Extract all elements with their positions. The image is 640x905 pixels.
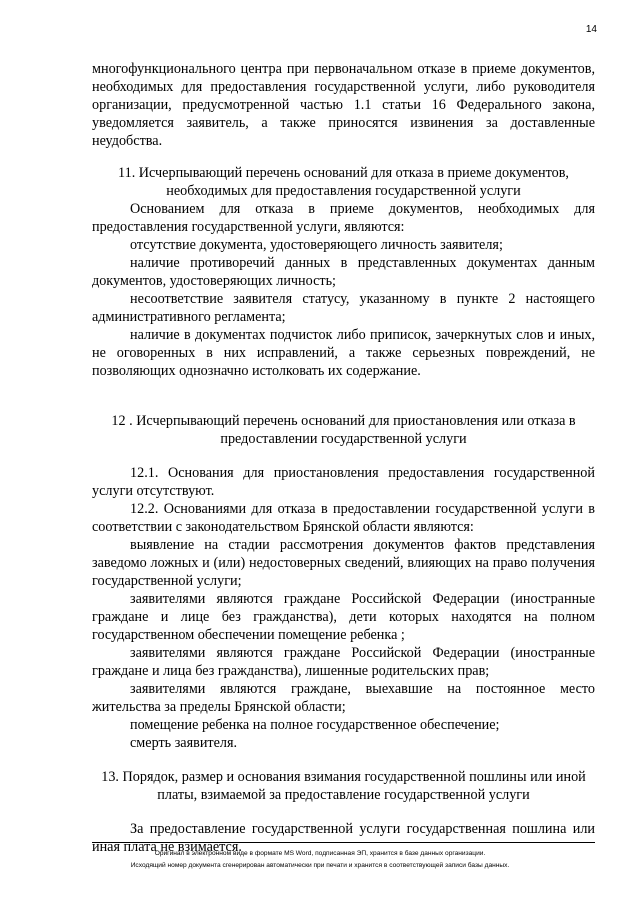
footer-line-1: Оригинал в электронном виде в формате MS Word, подписанная ЭП, хранится в базе данных организации. xyxy=(154,850,486,857)
section-11-paragraph: Основанием для отказа в приеме документов, необходимых для предоставления государственной услуги, являются: xyxy=(92,201,595,235)
document-body xyxy=(92,60,595,856)
page-number: 14 xyxy=(585,24,597,35)
footer-line-2: Исходящий номер документа сгенерирован автоматически при печати и хранится в соответствующей записи базы данных. xyxy=(130,862,510,869)
section-12-paragraph: заявителями являются граждане Российской Федерации (иностранные граждане и лице без гражданства), дети которых находятся на полном государственном обеспечении помещение ребенка ; xyxy=(92,591,595,643)
section-13-paragraph: За предоставление государственной услуги государственная пошлина или иная плата не взимается. xyxy=(92,821,595,855)
section-11-paragraph: наличие противоречий данных в представленных документах данным документов, удостоверяющих личность; xyxy=(92,255,595,289)
section-11-paragraph: отсутствие документа, удостоверяющего личность заявителя; xyxy=(130,237,503,253)
section-12-paragraph: смерть заявителя. xyxy=(130,735,238,751)
section-12-paragraph: заявителями являются граждане, выехавшие на постоянное место жительства за пределы Брянской области; xyxy=(92,681,595,715)
footer-divider xyxy=(92,842,595,843)
section-13-heading: 13. Порядок, размер и основания взимания государственной пошлины или иной платы, взимаемой за предоставление государственной услуги xyxy=(101,769,586,803)
intro-paragraph: многофункционального центра при первоначальном отказе в приеме документов, необходимых для предоставления государственной услуги, либо руководителя организации, предусмотренной частью 1.1 статьи 16 Федерального закона, уведомляется заявитель, а также приносятся извинения за доставленные неудобства. xyxy=(92,61,595,149)
footer xyxy=(40,848,600,872)
section-11-heading: 11. Исчерпывающий перечень оснований для отказа в приеме документов, необходимых для предоставления государственной услуги xyxy=(118,165,569,199)
section-12-paragraph: выявление на стадии рассмотрения документов фактов представления заведомо ложных и (или) недостоверных сведений, влияющих на право получения государственной услуги; xyxy=(92,537,595,589)
section-12-paragraph: помещение ребенка на полное государственное обеспечение; xyxy=(130,717,500,733)
section-11-paragraph: наличие в документах подчисток либо приписок, зачеркнутых слов и иных, не оговоренных в них исправлений, а также серьезных повреждений, не позволяющих однозначно истолковать их содержание. xyxy=(92,327,595,379)
section-12-paragraph: заявителями являются граждане Российской Федерации (иностранные граждане и лица без гражданства), лишенные родительских прав; xyxy=(92,645,595,679)
section-12-heading: 12 . Исчерпывающий перечень оснований для приостановления или отказа в предоставлении государственной услуги xyxy=(111,413,576,447)
section-12-paragraph: 12.1. Основания для приостановления предоставления государственной услуги отсутствуют. xyxy=(92,465,595,499)
section-12-paragraph: 12.2. Основаниями для отказа в предоставлении государственной услуги в соответствии с законодательством Брянской области являются: xyxy=(92,501,595,535)
section-11-paragraph: несоответствие заявителя статусу, указанному в пункте 2 настоящего административного регламента; xyxy=(92,291,595,325)
